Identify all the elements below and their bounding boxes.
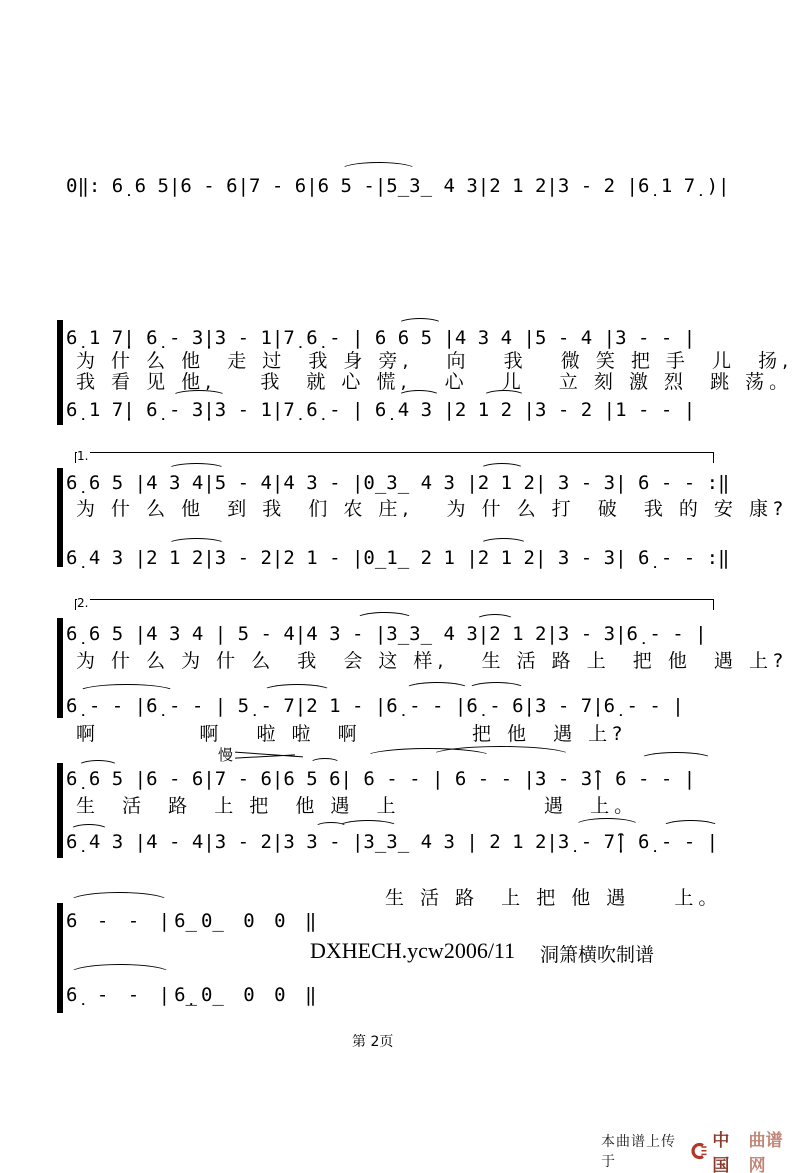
- slur-arc: [340, 162, 417, 178]
- lyric-line: 生 活 路 上 把 他 遇 上。: [385, 887, 723, 909]
- music-line-lower-voice: 6̣ - - |6̣ - - | 5̣ - 7̣|2 1 - |6̣ - - |6̣ - 6̣|3 - 7̣|6̣ - - |: [66, 695, 684, 717]
- lyric-line-verse2: 我 看 见 他, 我 就 心 慌, 心 儿 立 刻 激 烈 跳 荡。: [76, 371, 794, 393]
- page-number: 第 2页: [352, 1034, 394, 1050]
- volta-label: 1.: [77, 449, 89, 463]
- tie-arc: [68, 892, 170, 912]
- system-barline: [57, 468, 63, 567]
- volta-bracket-1: [75, 449, 714, 463]
- transcriber-code: DXHECH.ycw2006/11: [310, 938, 516, 963]
- site-name-light: 曲谱网: [748, 1131, 783, 1173]
- tempo-dash-lines: [235, 750, 305, 760]
- music-line-lower-voice: 6̣ 1 7̣| 6̣ - 3̣|3 - 1|7̣ 6̣ - | 6̣ 4 3 |2 1 2 |3 - 2 |1 - - |: [66, 399, 696, 421]
- slur-arc: [356, 612, 413, 626]
- slur-arc: [172, 390, 226, 402]
- system-barline: [57, 320, 63, 425]
- slur-arc: [168, 538, 225, 550]
- lyric-line-verse1: 为 什 么 他 走 过 我 身 旁, 向 我 微 笑 把 手 儿 扬,: [76, 350, 794, 372]
- tempo-marking: [218, 744, 305, 765]
- slur-arc: [468, 682, 525, 696]
- music-line-upper-voice: 6̣ 1 7̣| 6̣ - 3̣|3 - 1|7̣ 6̣ - | 6 6 5 |4 3 4 |5 - 4 |3 - - |: [66, 327, 696, 349]
- site-name-strong: 中国: [712, 1131, 730, 1173]
- lyric-line: 生 活 路 上 把 他 遇 上 遇 上。: [76, 795, 639, 817]
- slur-arc: [662, 820, 719, 834]
- music-line-lower-voice: 6̣ 4 3 |2 1 2|3 - 2|2 1 - |0̲1̲ 2 1 |2 1 2| 3 - 3| 6̣ - - :‖: [66, 547, 730, 569]
- music-line-coda-lower: 6̣ - - |6̣̲0̲ 0 0 ‖: [66, 984, 321, 1006]
- music-line-coda-upper: 6 - - |6̲0̲ 0 0 ‖: [66, 910, 321, 932]
- volta-bracket-2: [75, 596, 714, 610]
- tempo-slow-label: 慢: [218, 746, 234, 764]
- music-line-upper-voice: 6̣ 6 5 |4 3 4|5 - 4|4 3 - |0̲3̲ 4 3 |2 1 2| 3 - 3| 6 - - :‖: [66, 472, 730, 494]
- tie-arc: [78, 684, 175, 700]
- slur-arc: [70, 824, 108, 836]
- slur-arc: [640, 752, 712, 766]
- slur-arc: [480, 463, 524, 475]
- slur-arc: [78, 760, 118, 772]
- slur-arc: [398, 390, 440, 402]
- system-barline: [57, 618, 63, 718]
- transcriber-name: 洞箫横吹制谱: [540, 944, 655, 966]
- lyric-line: 为 什 么 为 什 么 我 会 这 样, 生 活 路 上 把 他 遇 上?: [76, 650, 789, 672]
- music-line-upper-voice: 6̣ 6 5 |6 - 6|7 - 6|6 5 6| 6 - - | 6 - - |3 - 3̑| 6 - - |: [66, 768, 696, 790]
- tie-arc: [68, 964, 172, 984]
- music-line-upper-voice: 6̣ 6 5 |4 3 4 | 5 - 4|4 3 - |3̲3̲ 4 3|2 1 2|3 - 3|6̣ - - |: [66, 623, 707, 645]
- volta-label: 2.: [77, 596, 89, 610]
- slur-arc: [574, 818, 640, 834]
- slur-arc: [430, 746, 572, 766]
- system-barline: [57, 903, 63, 1013]
- site-logo-icon: [690, 1142, 708, 1160]
- watermark-prefix: 本曲谱上传于: [601, 1134, 676, 1170]
- slur-arc: [168, 463, 225, 475]
- music-line-intro: 0‖: 6̣ 6 5|6 - 6|7 - 6|6 5 -|5̲3̲ 4 3|2 1 2|3 - 2 |6̣ 1 7̣ )|: [66, 175, 730, 197]
- system-barline: [57, 763, 63, 858]
- slur-arc: [398, 318, 442, 330]
- slur-arc: [310, 758, 340, 768]
- slur-arc: [480, 538, 527, 550]
- slur-arc: [405, 682, 469, 696]
- music-line-lower-voice: 6̣ 4 3 |4 - 4|3 - 2|3 3 - |3̲3̲ 4 3 | 2 1 2|3̣ - 7̣̑| 6̣ - - |: [66, 831, 719, 853]
- lyric-line-ah: 啊 啊 啦 啦 啊 把 他 遇 上?: [76, 723, 628, 745]
- slur-arc: [338, 820, 398, 834]
- slur-arc: [476, 614, 514, 626]
- site-watermark: [601, 1131, 797, 1173]
- lyric-line: 为 什 么 他 到 我 们 农 庄, 为 什 么 打 破 我 的 安 康?: [76, 498, 789, 520]
- slur-arc: [263, 684, 331, 698]
- slur-arc: [483, 390, 525, 402]
